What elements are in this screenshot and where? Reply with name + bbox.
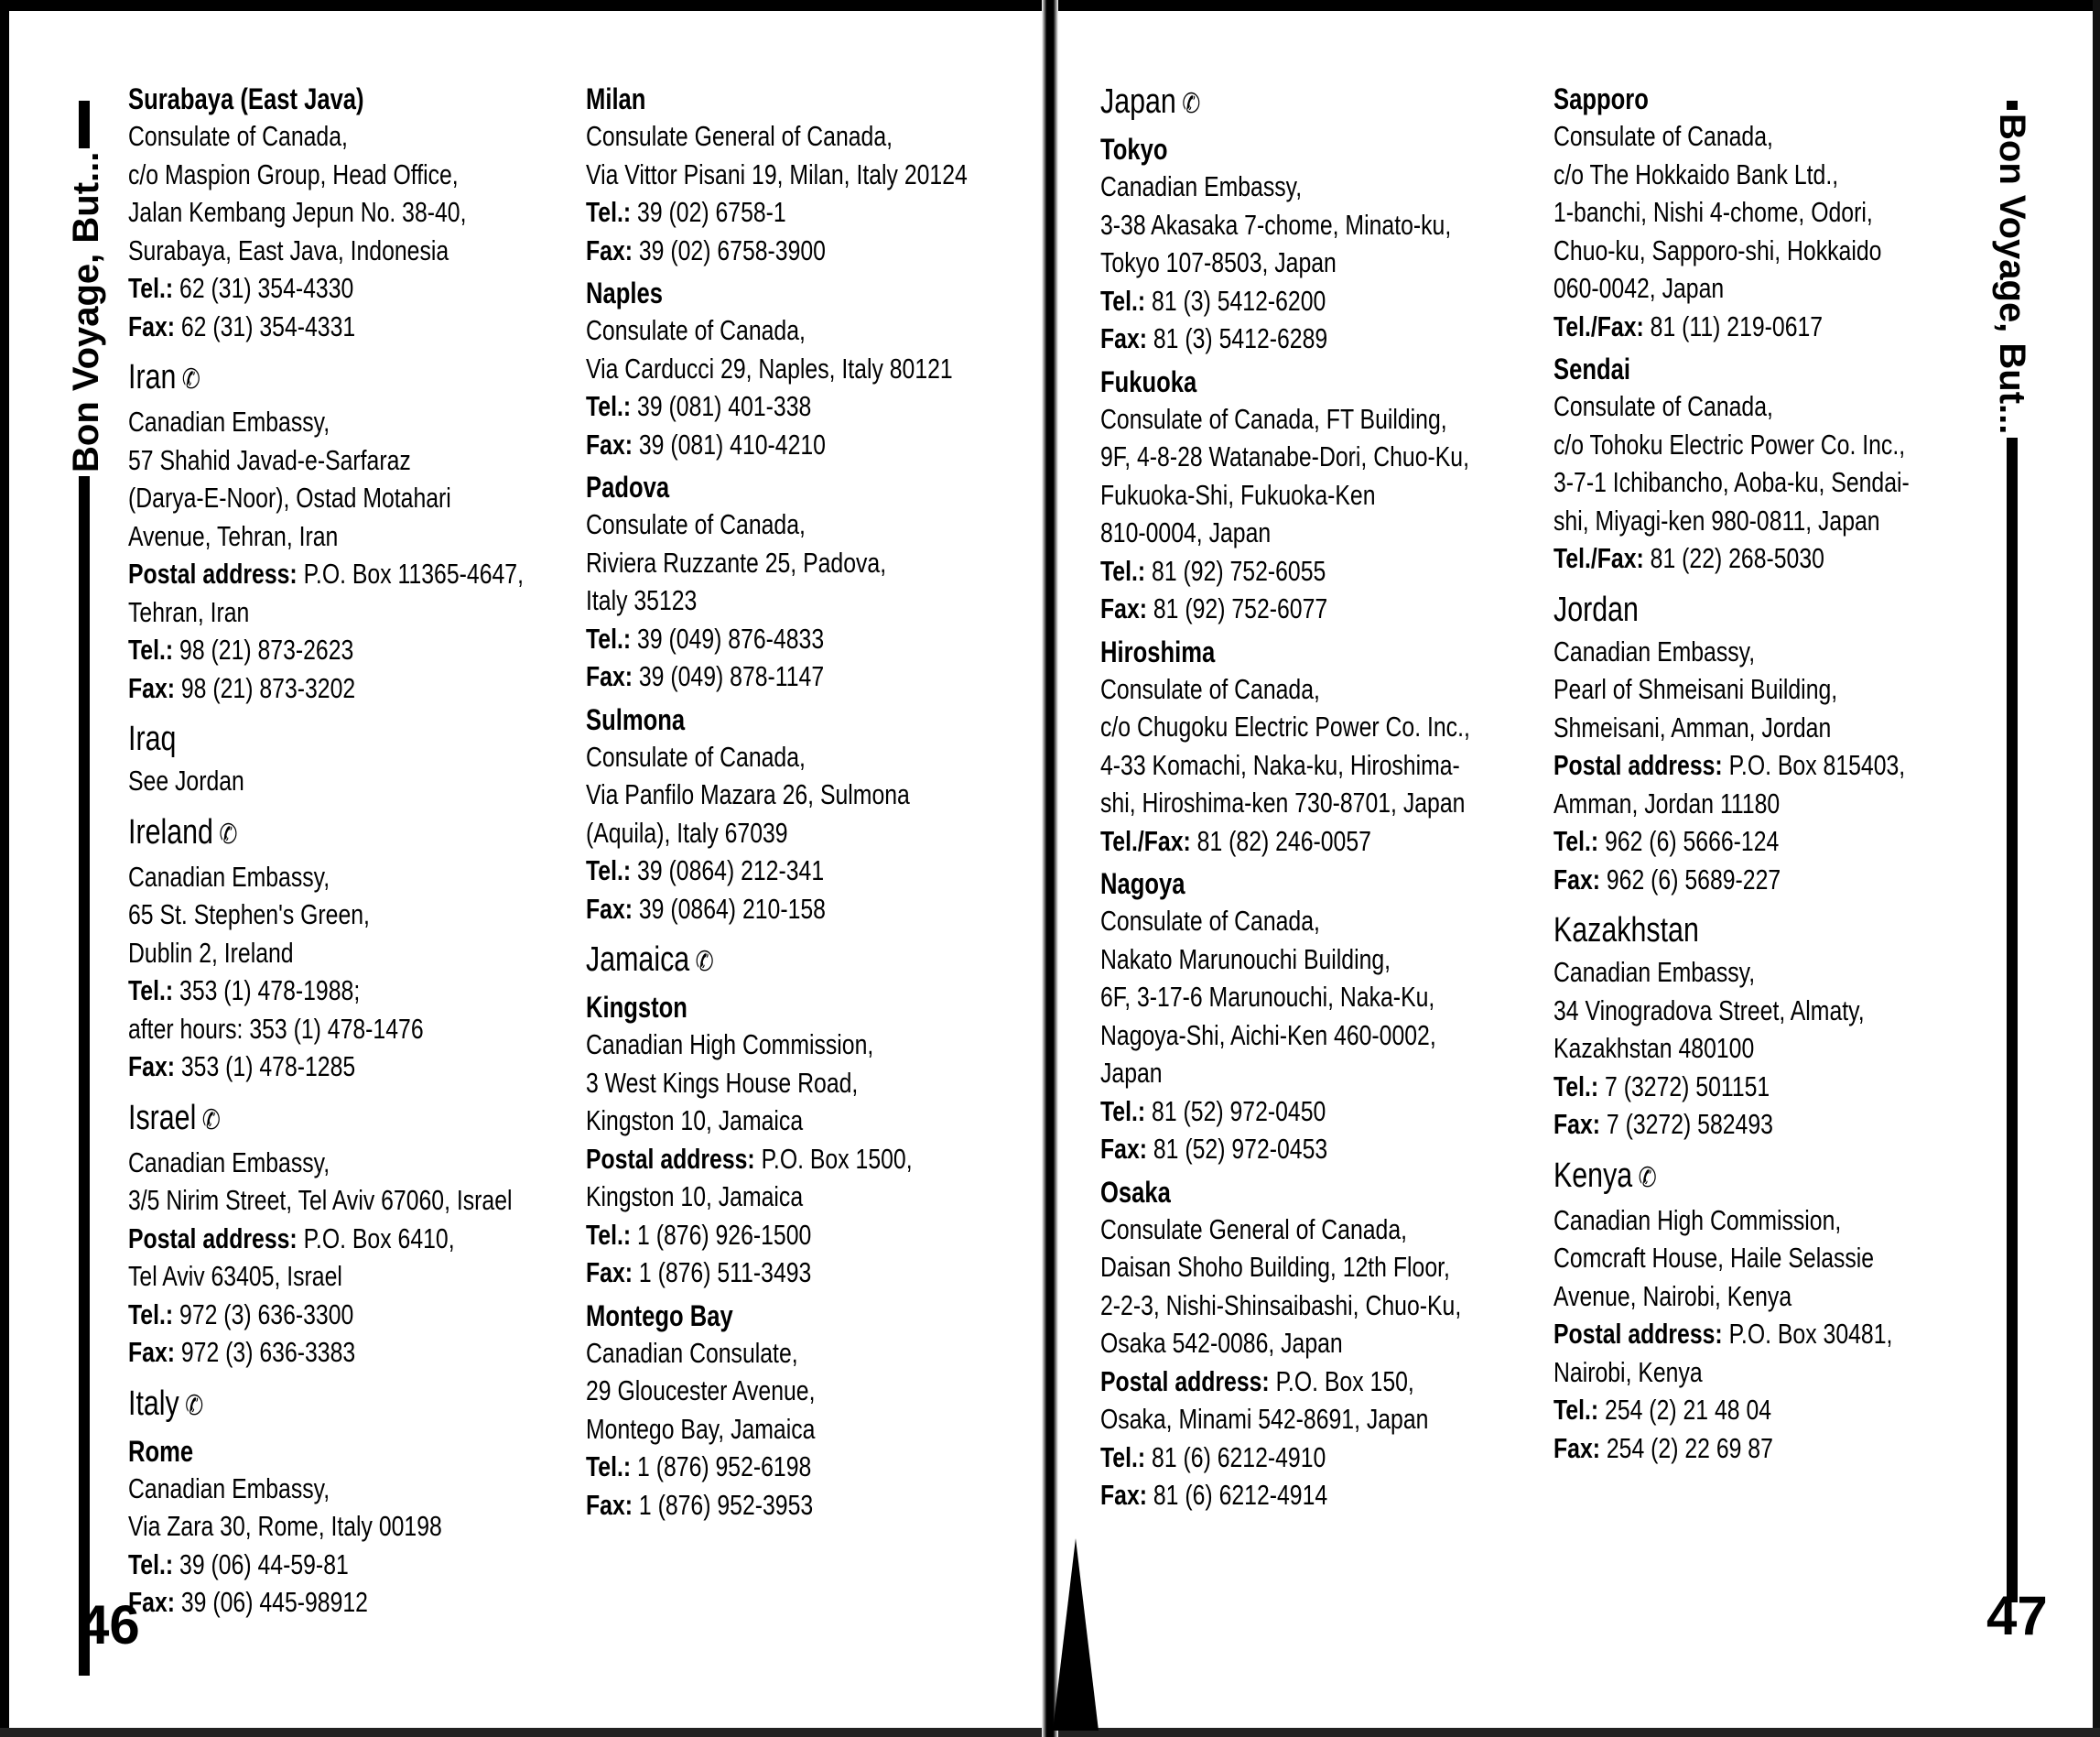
country-name: Kazakhstan xyxy=(1553,911,1699,950)
field-value: 39 (06) 44-59-81 xyxy=(173,1547,349,1580)
contact-line xyxy=(1553,1068,1898,1106)
field-label: Tel.: xyxy=(586,854,632,886)
address-line: Japan xyxy=(1100,1057,1163,1089)
address-line: Kazakhstan 480100 xyxy=(1553,1032,1755,1064)
field-label: Fax: xyxy=(1100,1479,1147,1511)
contact-line xyxy=(586,426,930,464)
city-heading: Rome xyxy=(128,1434,194,1468)
field-label: Fax: xyxy=(1100,592,1147,624)
page-edge-left xyxy=(0,0,9,1737)
contact-line xyxy=(1100,1092,1445,1131)
address-line: 810-0004, Japan xyxy=(1100,516,1272,548)
field-label: Fax: xyxy=(128,1050,175,1082)
contact-line xyxy=(586,1216,930,1254)
field-value: 39 (049) 878-1147 xyxy=(633,660,825,692)
address-line: Nakato Marunouchi Building, xyxy=(1100,942,1391,975)
field-label: Tel.: xyxy=(586,196,632,228)
field-label: Fax: xyxy=(1100,322,1147,354)
phone-icon: ✆ xyxy=(1182,89,1201,119)
address-line: c/o The Hokkaido Bank Ltd., xyxy=(1553,157,1839,190)
country-heading xyxy=(1553,909,1898,951)
field-label: Tel.: xyxy=(1100,1440,1146,1473)
address-line: c/o Tohoku Electric Power Co. Inc., xyxy=(1553,428,1906,461)
contact-line xyxy=(128,1546,472,1584)
contact-line xyxy=(1100,320,1445,358)
field-label: Tel.: xyxy=(128,634,174,666)
field-label: Fax: xyxy=(1553,1108,1600,1140)
running-title-right: Bon Voyage, But... xyxy=(1991,110,2032,438)
contact-line xyxy=(128,269,472,308)
country-heading xyxy=(586,939,930,983)
field-value: P.O. Box 815403, xyxy=(1722,749,1906,781)
address-line: Tokyo 107-8503, Japan xyxy=(1100,246,1337,278)
field-label: Fax: xyxy=(128,1336,175,1368)
address-line: 6F, 3-17-6 Marunouchi, Naka-Ku, xyxy=(1100,981,1435,1013)
contact-line xyxy=(1100,1362,1445,1401)
contact-line xyxy=(586,620,930,658)
contact-line xyxy=(586,657,930,696)
phone-icon: ✆ xyxy=(181,364,200,395)
address-line: Canadian Consulate, xyxy=(586,1336,798,1369)
address-line: Dublin 2, Ireland xyxy=(128,936,294,969)
field-label: Fax: xyxy=(586,1488,633,1521)
contact-line xyxy=(586,1486,930,1525)
address-line: (Darya-E-Noor), Ostad Motahari xyxy=(128,482,451,514)
address-line: Consulate of Canada, FT Building, xyxy=(1100,402,1447,435)
address-line: Kingston 10, Jamaica xyxy=(586,1104,804,1136)
address-line: Tel Aviv 63405, Israel xyxy=(128,1260,342,1292)
address-line: Surabaya, East Java, Indonesia xyxy=(128,233,449,266)
field-label: Postal address: xyxy=(1100,1364,1270,1397)
field-value: 962 (6) 5689-227 xyxy=(1600,863,1781,896)
address-line: 4-33 Komachi, Naka-ku, Hiroshima- xyxy=(1100,748,1460,781)
field-value: 7 (3272) 582493 xyxy=(1600,1108,1773,1140)
column-3 xyxy=(1100,81,1470,1514)
address-line: Tehran, Iran xyxy=(128,595,250,628)
field-label: Fax: xyxy=(586,233,633,266)
contact-line xyxy=(1553,746,1906,785)
contact-line xyxy=(586,852,930,890)
address-line: (Aquila), Italy 67039 xyxy=(586,816,788,849)
field-label: Fax: xyxy=(128,1586,175,1618)
contact-line xyxy=(586,193,930,232)
field-value: P.O. Box 150, xyxy=(1269,1364,1414,1397)
address-line: 3/5 Nirim Street, Tel Aviv 67060, Israel xyxy=(128,1184,513,1216)
field-value: 353 (1) 478-1285 xyxy=(175,1050,356,1082)
address-line: shi, Miyagi-ken 980-0811, Japan xyxy=(1553,504,1880,537)
field-value: 98 (21) 873-3202 xyxy=(175,671,356,704)
field-label: Fax: xyxy=(1553,863,1600,896)
field-label: Tel.: xyxy=(128,272,174,304)
address-line: Canadian Embassy, xyxy=(128,1145,330,1178)
field-value: 39 (0864) 210-158 xyxy=(633,892,826,925)
contact-line xyxy=(586,232,930,270)
field-label: Fax: xyxy=(586,1256,633,1288)
field-label: Postal address: xyxy=(1553,1318,1723,1350)
city-heading: Montego Bay xyxy=(586,1298,733,1332)
address-line: Pearl of Shmeisani Building, xyxy=(1553,673,1838,705)
address-line: Canadian Embassy, xyxy=(128,406,330,438)
address-line: Osaka 542-0086, Japan xyxy=(1100,1327,1343,1359)
contact-line xyxy=(128,1333,472,1372)
field-value: 81 (22) 268-5030 xyxy=(1643,542,1824,574)
country-name: Iran xyxy=(128,358,177,396)
country-name: Italy xyxy=(128,1384,179,1423)
contact-line xyxy=(586,1448,930,1486)
address-line: Via Panfilo Mazara 26, Sulmona xyxy=(586,778,910,810)
field-value: 81 (82) 246-0057 xyxy=(1190,824,1371,857)
field-value: 962 (6) 5666-124 xyxy=(1598,825,1780,857)
field-label: Tel.: xyxy=(586,390,632,422)
field-label: Tel.: xyxy=(1100,284,1146,317)
contact-line xyxy=(1100,1438,1445,1477)
address-line: Avenue, Tehran, Iran xyxy=(128,519,339,552)
address-line: 1-banchi, Nishi 4-chome, Odori, xyxy=(1553,196,1873,228)
field-label: Tel.: xyxy=(1553,1394,1599,1426)
phone-icon: ✆ xyxy=(695,947,714,977)
field-label: Tel./Fax: xyxy=(1553,542,1644,574)
field-label: Postal address: xyxy=(586,1142,755,1175)
city-heading: Padova xyxy=(586,471,670,504)
address-line: Canadian Embassy, xyxy=(1553,635,1756,668)
field-value: 62 (31) 354-4330 xyxy=(173,272,354,304)
address-line: Canadian High Commission, xyxy=(1553,1203,1842,1236)
field-value: P.O. Box 1500, xyxy=(754,1142,913,1175)
country-name: Kenya xyxy=(1553,1156,1633,1195)
field-value: 39 (02) 6758-3900 xyxy=(633,233,826,266)
country-heading xyxy=(1553,589,1898,631)
field-value: 1 (876) 952-3953 xyxy=(633,1488,814,1521)
city-heading: Osaka xyxy=(1100,1175,1171,1209)
field-value: 254 (2) 22 69 87 xyxy=(1600,1431,1773,1464)
field-value: 972 (3) 636-3300 xyxy=(173,1297,354,1330)
address-line: 3-7-1 Ichibancho, Aoba-ku, Sendai- xyxy=(1553,466,1910,498)
city-heading: Naples xyxy=(586,277,663,309)
field-value: 353 (1) 478-1988; xyxy=(173,974,361,1006)
field-value: 254 (2) 21 48 04 xyxy=(1598,1394,1772,1426)
country-name: Ireland xyxy=(128,812,213,852)
contact-line xyxy=(1100,1130,1445,1168)
field-label: Fax: xyxy=(128,671,175,704)
book-gutter-shadow xyxy=(1053,1538,1099,1731)
country-heading xyxy=(128,1097,472,1142)
address-line: after hours: 353 (1) 478-1476 xyxy=(128,1012,424,1045)
field-value: 81 (3) 5412-6289 xyxy=(1147,322,1328,354)
address-line: Via Vittor Pisani 19, Milan, Italy 20124 xyxy=(586,157,968,190)
field-label: Tel.: xyxy=(1100,1094,1146,1127)
address-line: 34 Vinogradova Street, Almaty, xyxy=(1553,993,1865,1026)
field-label: Tel./Fax: xyxy=(1553,309,1644,342)
address-line: Chuo-ku, Sapporo-shi, Hokkaido xyxy=(1553,233,1882,266)
contact-line xyxy=(1553,861,1898,899)
field-label: Tel.: xyxy=(128,974,174,1006)
contact-line xyxy=(128,1220,472,1258)
contact-line xyxy=(586,1254,930,1292)
contact-line xyxy=(128,972,472,1010)
contact-line xyxy=(586,387,930,426)
field-label: Fax: xyxy=(128,309,175,342)
address-line: 2-2-3, Nishi-Shinsaibashi, Chuo-Ku, xyxy=(1100,1288,1462,1321)
field-label: Fax: xyxy=(586,892,633,925)
field-label: Fax: xyxy=(1553,1431,1600,1464)
address-line: shi, Hiroshima-ken 730-8701, Japan xyxy=(1100,787,1466,819)
contact-line xyxy=(1553,1315,1898,1353)
address-line: Riviera Ruzzante 25, Padova, xyxy=(586,546,887,579)
address-line: Italy 35123 xyxy=(586,584,698,616)
city-heading: Hiroshima xyxy=(1100,635,1216,668)
field-value: 81 (52) 972-0450 xyxy=(1145,1094,1326,1127)
contact-line xyxy=(1553,822,1898,861)
contact-line xyxy=(1553,1429,1898,1468)
field-label: Fax: xyxy=(586,660,633,692)
contact-line xyxy=(128,1583,472,1622)
field-label: Tel.: xyxy=(1553,1069,1599,1102)
field-label: Tel./Fax: xyxy=(1100,824,1191,857)
field-value: 39 (02) 6758-1 xyxy=(631,196,786,228)
field-value: P.O. Box 30481, xyxy=(1722,1318,1893,1350)
field-value: 7 (3272) 501151 xyxy=(1598,1069,1770,1102)
field-value: 39 (049) 876-4833 xyxy=(631,622,825,655)
contact-line xyxy=(1553,308,1898,346)
address-line: Avenue, Nairobi, Kenya xyxy=(1553,1279,1792,1312)
column-4 xyxy=(1553,81,1910,1467)
country-heading xyxy=(1553,1155,1898,1200)
field-value: 1 (876) 511-3493 xyxy=(633,1256,812,1288)
contact-line xyxy=(1553,1105,1898,1144)
field-label: Tel.: xyxy=(1100,554,1146,587)
city-heading: Kingston xyxy=(586,991,687,1024)
book-gutter xyxy=(1042,0,1058,1737)
city-heading: Sulmona xyxy=(586,702,686,736)
contact-line xyxy=(128,308,472,346)
field-value: 81 (52) 972-0453 xyxy=(1147,1133,1328,1165)
field-value: 1 (876) 952-6198 xyxy=(631,1450,812,1482)
address-line: Kingston 10, Jamaica xyxy=(586,1180,804,1212)
field-value: 39 (0864) 212-341 xyxy=(631,854,825,886)
field-value: 98 (21) 873-2623 xyxy=(173,634,354,666)
address-line: 57 Shahid Javad-e-Sarfaraz xyxy=(128,443,411,476)
contact-line xyxy=(586,890,930,928)
field-label: Tel.: xyxy=(128,1547,174,1580)
field-value: 972 (3) 636-3383 xyxy=(175,1336,356,1368)
field-label: Postal address: xyxy=(1553,749,1723,781)
address-line: Jalan Kembang Jepun No. 38-40, xyxy=(128,196,467,228)
address-line: Amman, Jordan 11180 xyxy=(1553,787,1781,820)
contact-line xyxy=(128,631,472,669)
phone-icon: ✆ xyxy=(1638,1162,1657,1193)
contact-line xyxy=(1100,552,1445,591)
country-heading xyxy=(128,1383,472,1428)
address-line: Consulate of Canada, xyxy=(586,314,806,346)
column-1 xyxy=(128,81,524,1622)
address-line: 3 West Kings House Road, xyxy=(586,1066,859,1099)
address-line: 9F, 4-8-28 Watanabe-Dori, Chuo-Ku, xyxy=(1100,440,1469,472)
address-line: Consulate General of Canada, xyxy=(1100,1212,1408,1245)
country-heading xyxy=(128,718,472,760)
city-heading: Tokyo xyxy=(1100,133,1168,166)
city-heading: Fukuoka xyxy=(1100,364,1197,398)
contact-line xyxy=(1100,822,1445,861)
field-value: 81 (6) 6212-4910 xyxy=(1145,1440,1326,1473)
field-label: Tel.: xyxy=(1553,825,1599,857)
contact-line xyxy=(586,1140,930,1178)
address-line: Comcraft House, Haile Selassie xyxy=(1553,1242,1875,1274)
address-line: Canadian High Commission, xyxy=(586,1028,874,1060)
country-heading xyxy=(128,356,472,401)
field-value: P.O. Box 6410, xyxy=(297,1221,455,1254)
address-line: 060-0042, Japan xyxy=(1553,272,1725,304)
city-heading: Sapporo xyxy=(1553,82,1649,115)
field-value: 81 (3) 5412-6200 xyxy=(1145,284,1326,317)
phone-icon: ✆ xyxy=(201,1104,221,1135)
contact-line xyxy=(128,555,524,593)
country-name: Jamaica xyxy=(586,940,690,979)
field-value: 81 (11) 219-0617 xyxy=(1643,309,1824,342)
address-line: Via Zara 30, Rome, Italy 00198 xyxy=(128,1510,442,1542)
field-value: 39 (081) 401-338 xyxy=(631,390,812,422)
country-name: Israel xyxy=(128,1098,197,1137)
contact-line xyxy=(1100,282,1445,320)
address-line: Consulate of Canada, xyxy=(128,120,348,152)
address-line: Consulate of Canada, xyxy=(1553,390,1773,422)
address-line: 29 Gloucester Avenue, xyxy=(586,1374,816,1406)
address-line: Canadian Embassy, xyxy=(1100,170,1303,202)
field-label: Fax: xyxy=(586,428,633,461)
contact-line xyxy=(1100,590,1445,628)
contact-line xyxy=(128,669,472,708)
city-heading: Sendai xyxy=(1553,353,1630,385)
address-line: Montego Bay, Jamaica xyxy=(586,1412,816,1445)
address-line: See Jordan xyxy=(128,765,244,797)
contact-line xyxy=(128,1048,472,1086)
running-title-left: Bon Voyage, But... xyxy=(66,148,107,476)
address-line: 65 St. Stephen's Green, xyxy=(128,898,370,930)
field-label: Fax: xyxy=(1100,1133,1147,1165)
field-value: 39 (081) 410-4210 xyxy=(633,428,826,461)
address-line: Daisan Shoho Building, 12th Floor, xyxy=(1100,1251,1450,1283)
field-value: P.O. Box 11365-4647, xyxy=(297,558,524,590)
city-heading: Nagoya xyxy=(1100,867,1185,900)
field-value: 81 (6) 6212-4914 xyxy=(1147,1479,1328,1511)
phone-icon: ✆ xyxy=(219,819,238,850)
address-line: 3-38 Akasaka 7-chome, Minato-ku, xyxy=(1100,208,1452,241)
contact-line xyxy=(1100,1476,1445,1514)
country-heading xyxy=(128,811,472,856)
city-heading: Milan xyxy=(586,82,646,115)
field-value: 81 (92) 752-6055 xyxy=(1145,554,1326,587)
address-line: Via Carducci 29, Naples, Italy 80121 xyxy=(586,352,953,385)
country-name: Jordan xyxy=(1553,590,1639,629)
field-value: 39 (06) 445-98912 xyxy=(175,1586,368,1618)
address-line: c/o Maspion Group, Head Office, xyxy=(128,157,459,190)
address-line: Canadian Embassy, xyxy=(128,1471,330,1504)
address-line: Consulate of Canada, xyxy=(1553,120,1773,152)
city-heading: Surabaya (East Java) xyxy=(128,82,364,115)
field-label: Tel.: xyxy=(586,1218,632,1251)
address-line: Nairobi, Kenya xyxy=(1553,1355,1703,1388)
address-line: Consulate of Canada, xyxy=(586,508,806,540)
address-line: Consulate of Canada, xyxy=(586,740,806,773)
field-label: Postal address: xyxy=(128,1221,298,1254)
field-label: Tel.: xyxy=(128,1297,174,1330)
country-heading xyxy=(1100,81,1445,125)
address-line: Osaka, Minami 542-8691, Japan xyxy=(1100,1403,1429,1435)
column-2 xyxy=(586,81,968,1524)
phone-icon: ✆ xyxy=(185,1390,204,1421)
field-value: 62 (31) 354-4331 xyxy=(175,309,356,342)
country-name: Japan xyxy=(1100,82,1176,121)
address-line: Canadian Embassy, xyxy=(128,860,330,893)
address-line: Canadian Embassy, xyxy=(1553,956,1756,988)
field-label: Postal address: xyxy=(128,558,298,590)
contact-line xyxy=(128,1296,472,1334)
field-value: 81 (92) 752-6077 xyxy=(1147,592,1328,624)
address-line: Consulate of Canada, xyxy=(1100,905,1320,937)
field-label: Tel.: xyxy=(586,1450,632,1482)
page-number-right: 47 xyxy=(1986,1585,2048,1646)
page-number-left: 46 xyxy=(79,1594,140,1656)
address-line: Consulate General of Canada, xyxy=(586,120,893,152)
address-line: Shmeisani, Amman, Jordan xyxy=(1553,711,1832,744)
field-value: 1 (876) 926-1500 xyxy=(631,1218,812,1251)
field-label: Tel.: xyxy=(586,622,632,655)
contact-line xyxy=(1553,1391,1898,1429)
address-line: Fukuoka-Shi, Fukuoka-Ken xyxy=(1100,478,1376,511)
country-name: Iraq xyxy=(128,720,177,758)
address-line: Consulate of Canada, xyxy=(1100,672,1320,705)
contact-line xyxy=(1553,539,1898,578)
address-line: c/o Chugoku Electric Power Co. Inc., xyxy=(1100,711,1470,743)
page-edge-right xyxy=(2093,0,2100,1737)
address-line: Nagoya-Shi, Aichi-Ken 460-0002, xyxy=(1100,1018,1436,1051)
